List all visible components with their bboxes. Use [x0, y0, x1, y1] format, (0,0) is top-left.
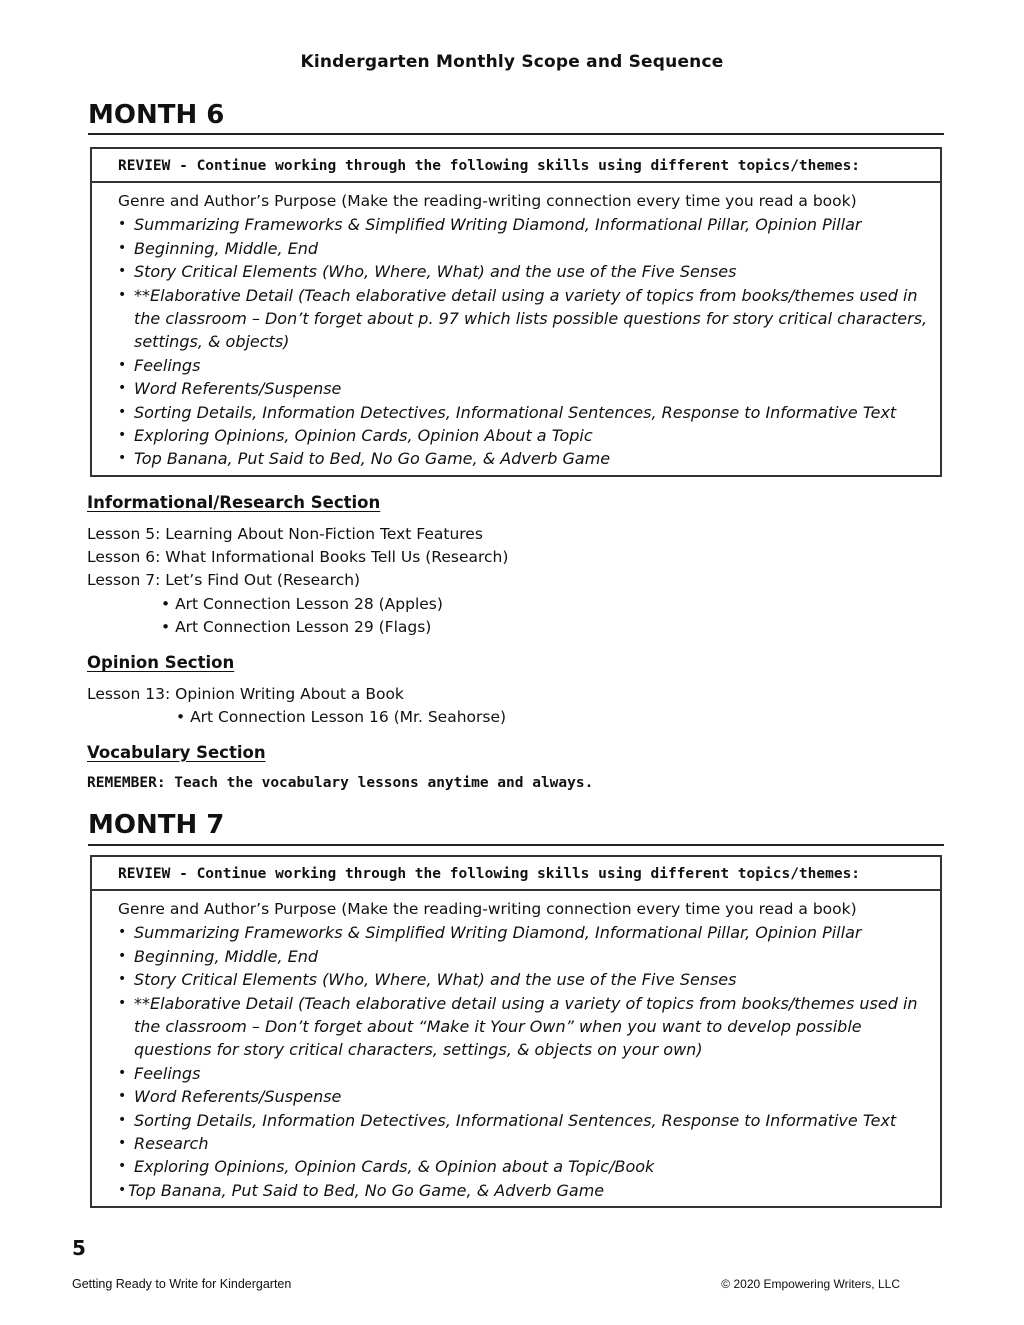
- review-item: • Top Banana, Put Said to Bed, No Go Game, & Adverb Game: [118, 1179, 930, 1202]
- review-body: [92, 891, 940, 1206]
- bullet-icon: •: [118, 924, 127, 941]
- review-body: [92, 183, 940, 475]
- review-item: • Feelings: [118, 354, 930, 377]
- bullet-icon: •: [118, 216, 127, 233]
- page-number: 5: [72, 1236, 86, 1260]
- bullet-icon: •: [118, 1064, 127, 1081]
- bullet-icon: •: [118, 1088, 127, 1105]
- review-item: • Story Critical Elements (Who, Where, What) and the use of the Five Senses: [118, 968, 930, 991]
- footer-copyright: © 2020 Empowering Writers, LLC: [721, 1277, 900, 1291]
- review-item: • Sorting Details, Information Detectives, Informational Sentences, Response to Informative Text: [118, 1109, 930, 1132]
- review-item: • Beginning, Middle, End: [118, 945, 930, 968]
- bullet-icon: •: [118, 1158, 127, 1175]
- review-item: • Exploring Opinions, Opinion Cards, & Opinion about a Topic/Book: [118, 1155, 930, 1178]
- informational-section-heading: Informational/Research Section: [87, 493, 381, 512]
- document-title: Kindergarten Monthly Scope and Sequence: [300, 52, 724, 72]
- genre-line: Genre and Author’s Purpose (Make the reading-writing connection every time you read a book): [118, 192, 857, 210]
- review-item: • **Elaborative Detail (Teach elaborative detail using a variety of topics from books/themes used in the classroom – Don’t forget about “Make it Your Own” when you want to develop possible questions for story critical characters, settings, & objects on your own): [118, 992, 930, 1062]
- bullet-icon: •: [118, 239, 127, 256]
- genre-line: Genre and Author’s Purpose (Make the reading-writing connection every time you read a book): [118, 900, 857, 918]
- month-6-heading: [88, 100, 944, 135]
- lesson-line: Lesson 6: What Informational Books Tell Us (Research): [87, 548, 509, 566]
- vocabulary-section-heading: Vocabulary Section: [87, 743, 266, 762]
- bullet-icon: •: [118, 427, 127, 444]
- review-item: • Summarizing Frameworks & Simplified Writing Diamond, Informational Pillar, Opinion Pillar: [118, 213, 930, 236]
- review-item: • Research: [118, 1132, 930, 1155]
- review-item: • Sorting Details, Information Detectives, Informational Sentences, Response to Informative Text: [118, 401, 930, 424]
- review-item: • Story Critical Elements (Who, Where, What) and the use of the Five Senses: [118, 260, 930, 283]
- bullet-icon: •: [118, 263, 127, 280]
- month-7-heading: [88, 810, 944, 846]
- review-item: • Exploring Opinions, Opinion Cards, Opinion About a Topic: [118, 424, 930, 447]
- bullet-icon: •: [118, 356, 127, 373]
- month-6-title: MONTH 6: [88, 100, 225, 130]
- bullet-icon: •: [118, 286, 127, 303]
- art-connection-line: • Art Connection Lesson 29 (Flags): [161, 618, 432, 636]
- lesson-line: Lesson 13: Opinion Writing About a Book: [87, 685, 404, 703]
- bullet-icon: •: [118, 1181, 127, 1198]
- review-item: • Word Referents/Suspense: [118, 1085, 930, 1108]
- bullet-icon: •: [118, 403, 127, 420]
- review-heading: REVIEW - Continue working through the following skills using different topics/themes:: [92, 857, 940, 891]
- bullet-icon: •: [118, 450, 127, 467]
- lesson-line: Lesson 5: Learning About Non-Fiction Text Features: [87, 525, 483, 543]
- review-item: • Top Banana, Put Said to Bed, No Go Game, & Adverb Game: [118, 447, 930, 470]
- bullet-icon: •: [118, 1111, 127, 1128]
- bullet-icon: •: [118, 971, 127, 988]
- vocabulary-reminder: REMEMBER: Teach the vocabulary lessons anytime and always.: [87, 775, 594, 791]
- review-heading: REVIEW - Continue working through the following skills using different topics/themes:: [92, 149, 940, 183]
- opinion-section-heading: Opinion Section: [87, 653, 235, 672]
- review-item: • Feelings: [118, 1062, 930, 1085]
- review-item: • Beginning, Middle, End: [118, 237, 930, 260]
- bullet-icon: •: [118, 380, 127, 397]
- art-connection-line: • Art Connection Lesson 16 (Mr. Seahorse): [176, 708, 507, 726]
- review-item: • **Elaborative Detail (Teach elaborative detail using a variety of topics from books/themes used in the classroom – Don’t forget about p. 97 which lists possible questions for story critical characters, settings, & objects): [118, 284, 930, 354]
- bullet-icon: •: [118, 1135, 127, 1152]
- bullet-icon: •: [118, 947, 127, 964]
- review-item: • Summarizing Frameworks & Simplified Writing Diamond, Informational Pillar, Opinion Pillar: [118, 921, 930, 944]
- art-connection-line: • Art Connection Lesson 28 (Apples): [161, 595, 443, 613]
- month-7-review-box: [90, 855, 942, 1208]
- month-6-review-box: [90, 147, 942, 477]
- review-item: • Word Referents/Suspense: [118, 377, 930, 400]
- bullet-icon: •: [118, 994, 127, 1011]
- footer-book-title: Getting Ready to Write for Kindergarten: [72, 1277, 292, 1291]
- lesson-line: Lesson 7: Let’s Find Out (Research): [87, 571, 361, 589]
- month-7-title: MONTH 7: [88, 810, 225, 840]
